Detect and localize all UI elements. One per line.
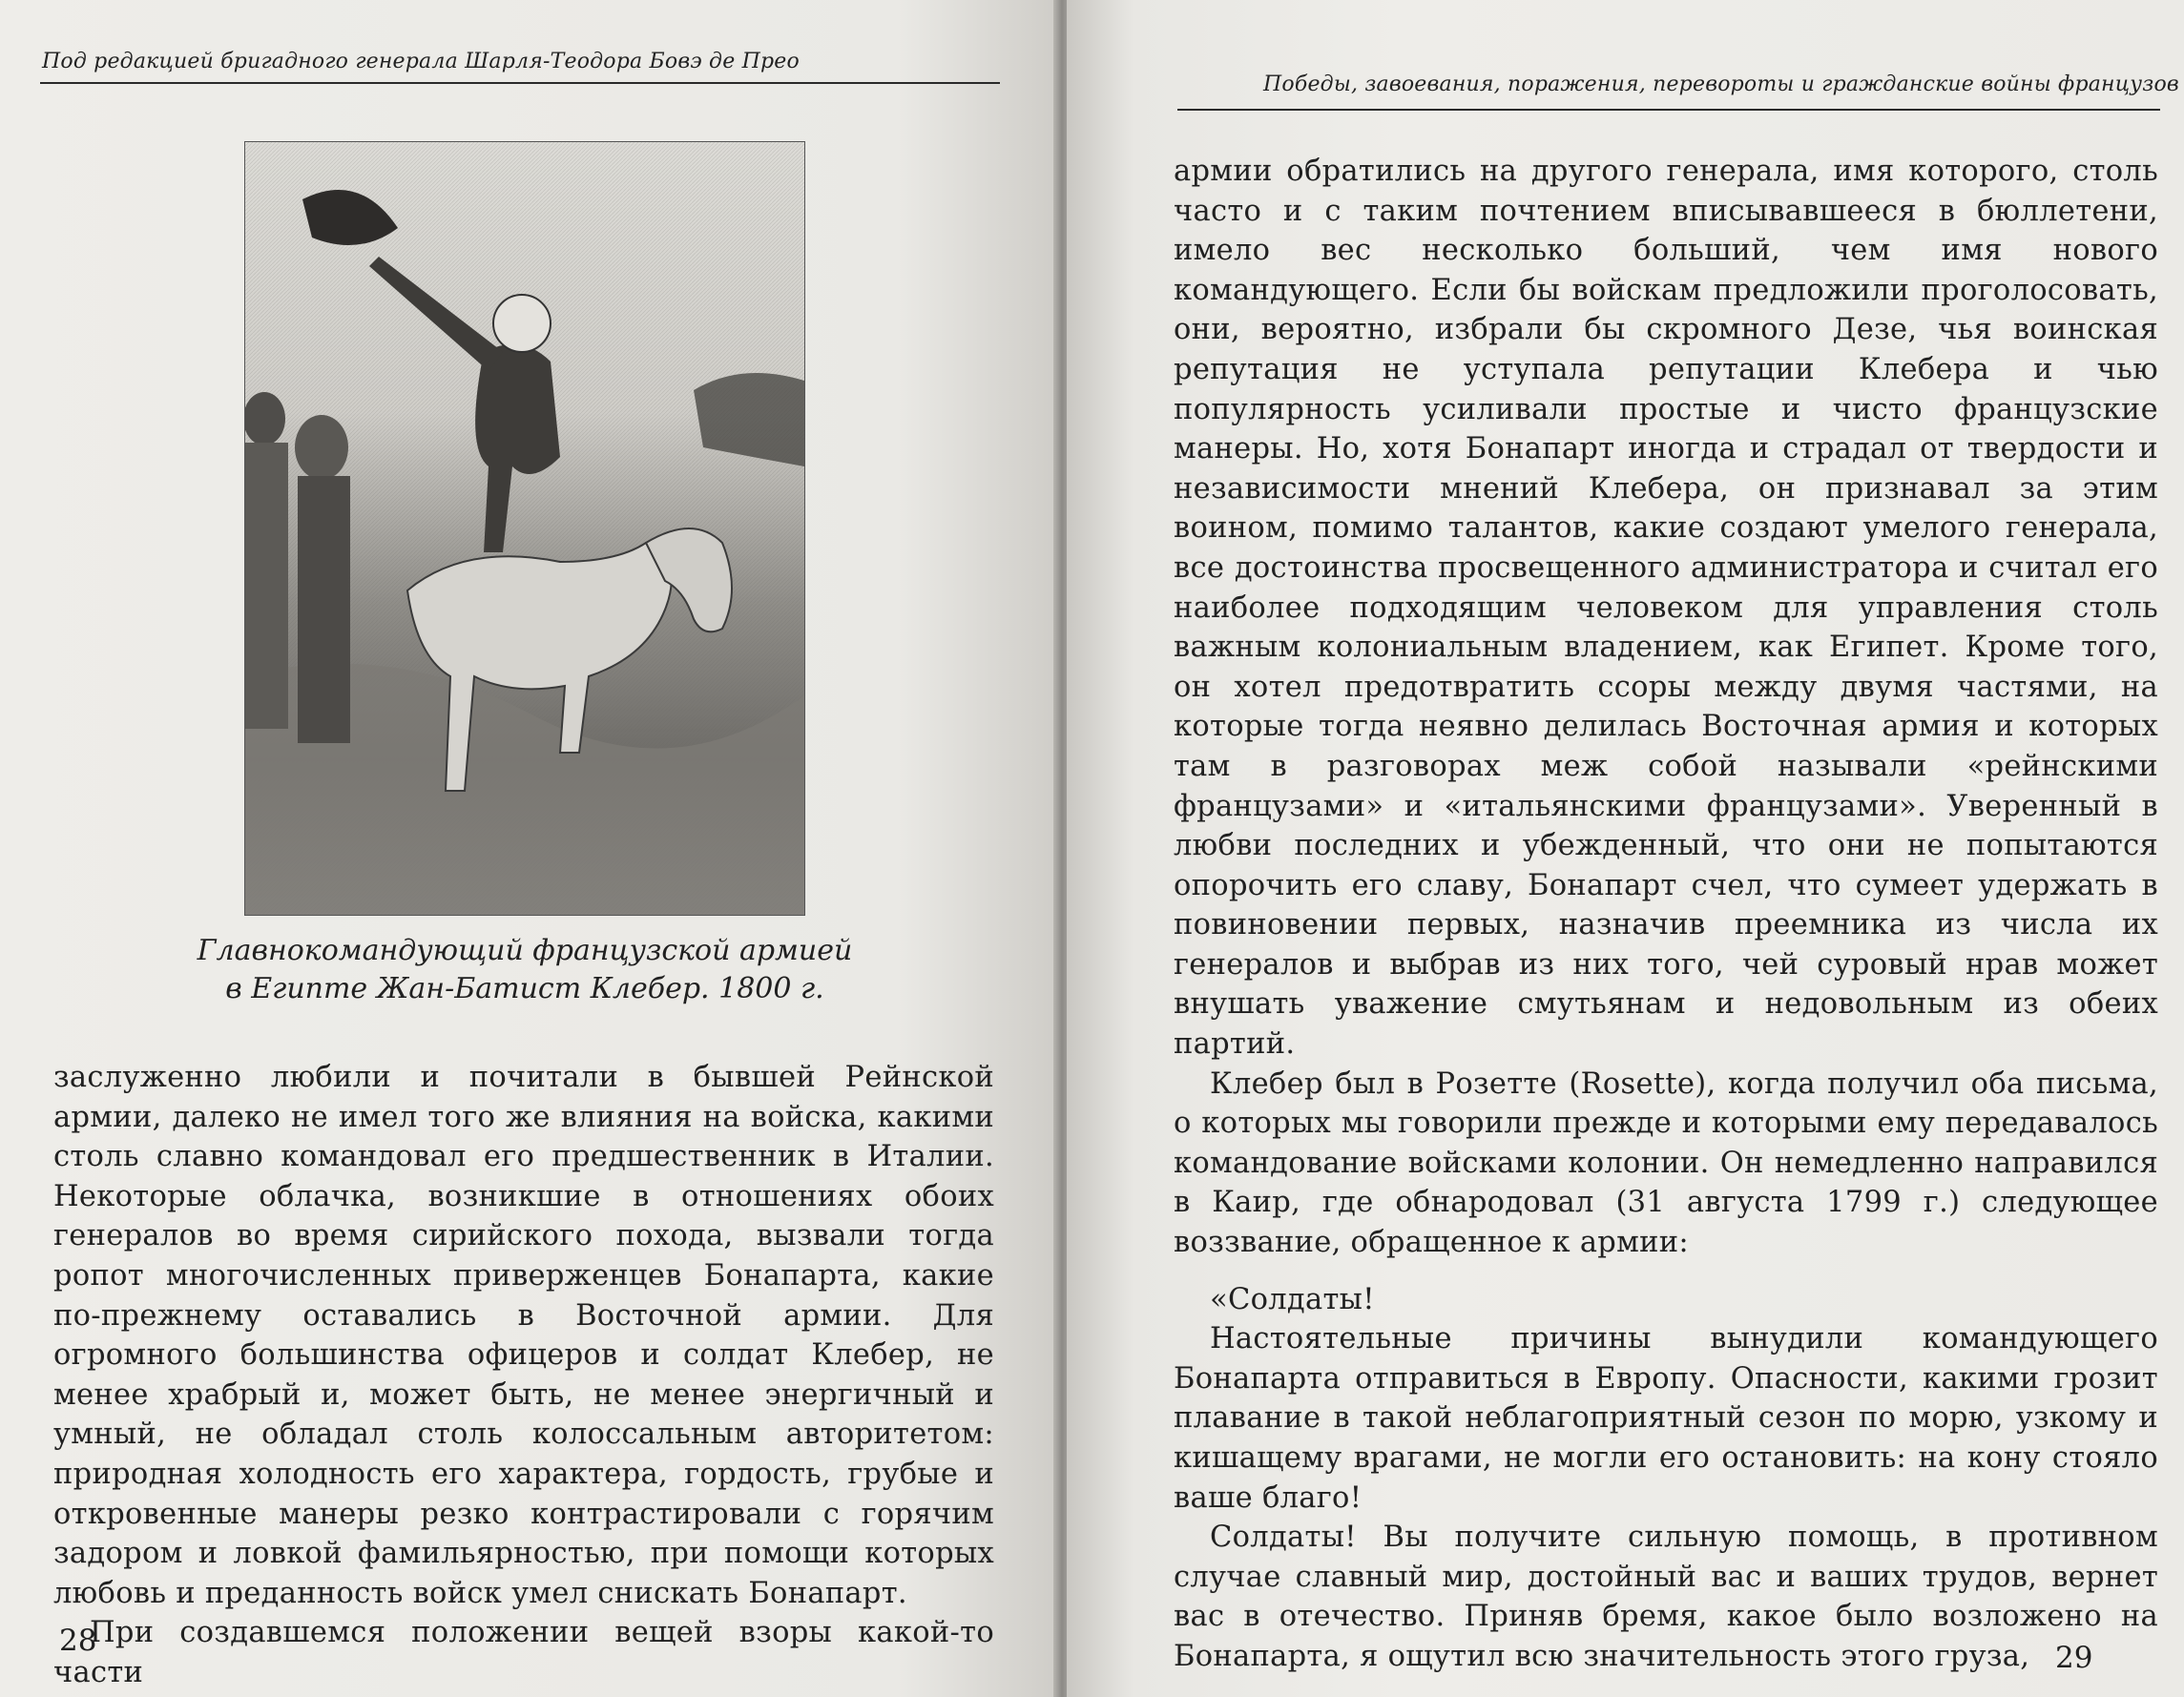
left-page-number: 28 xyxy=(59,1624,97,1658)
right-page-number: 29 xyxy=(2055,1641,2093,1675)
left-paragraph-2: При создавшемся положении вещей взоры какой-то части xyxy=(53,1616,994,1689)
figure-caption-line1: Главнокомандующий французской армией xyxy=(197,934,853,967)
figure-caption-line2: в Египте Жан-Батист Клебер. 1800 г. xyxy=(225,972,824,1005)
proclamation-paragraph-1: Настоятельные причины вынудили командующего Бонапарта отправиться в Европу. Опасности, какими грозит плавание в такой неблагоприятный сезон по морю, узкому и кишащему врагами, не могли его остановить: на кону стояло ваше благо! xyxy=(1174,1322,2158,1515)
left-header-rule xyxy=(40,82,1000,84)
right-header-rule xyxy=(1177,109,2160,111)
proclamation-greeting: «Солдаты! xyxy=(1210,1282,1375,1316)
proclamation-paragraph-2: Солдаты! Вы получите сильную помощь, в противном случае славный мир, достойный вас и ваших трудов, вернет вас в отечество. Приняв бремя, какое было возложено на Бонапарта, я ощутил всю значительность этого груза, xyxy=(1174,1521,2158,1673)
left-body-text xyxy=(53,1058,994,1693)
left-running-header: Под редакцией бригадного генерала Шарля-Теодора Бовэ де Прео xyxy=(42,50,800,73)
engraving-figure xyxy=(244,141,805,916)
engraving-illustration xyxy=(245,142,804,915)
right-page xyxy=(1067,0,2184,1697)
right-paragraph-1: армии обратились на другого генерала, имя которого, столь часто и с таким почтением вписывавшееся в бюллетени, имело вес несколько больший, чем имя нового командующего. Если бы войскам предложили проголосовать, они, вероятно, избрали бы скромного Дезе, чья воинская репутация не уступала репутации Клебера и чью популярность усиливали простые и чисто французские манеры. Но, хотя Бонапарт иногда и страдал от твердости и независимости мнений Клебера, он признавал за этим воином, помимо талантов, какие создают умелого генерала, все достоинства просвещенного администратора и считал его наиболее подходящим человеком для управления столь важным колониальным владением, как Египет. Кроме того, он хотел предотвратить ссоры между двумя частями, на которые тогда неявно делилась Восточная армия и которых там в разговорах меж собой называли «рейнскими французами» и «итальянскими французами». Уверенный в любви последних и убежденный, что они не попытаются опорочить его славу, Бонапарт счел, что сумеет удержать в повиновении первых, назначив преемника из числа их генералов и выбрав из них того, чей суровый нрав может внушать уважение смутьянам и недовольным из обеих партий. xyxy=(1174,155,2158,1062)
right-body-text xyxy=(1174,152,2158,1677)
left-paragraph-1: заслуженно любили и почитали в бывшей Рейнской армии, далеко не имел того же влияния на войска, какими столь славно командовал его предшественник в Италии. Некоторые облачка, возникшие в отношениях обоих генералов во время сирийского похода, вызвали тогда ропот многочисленных приверженцев Бонапарта, какие по-прежнему оставались в Восточной армии. Для огромного большинства офицеров и солдат Клебер, не менее храбрый и, может быть, не менее энергичный и умный, не обладал столь колоссальным авторитетом: природная холодность его характера, гордость, грубые и откровенные манеры резко контрастировали с горячим задором и ловкой фамильярностью, при помощи которых любовь и преданность войск умел снискать Бонапарт. xyxy=(53,1061,994,1610)
right-paragraph-2: Клебер был в Розетте (Rosette), когда получил оба письма, о которых мы говорили прежде и которыми ему передавалось командование войсками колонии. Он немедленно направился в Каир, где обнародовал (31 августа 1799 г.) следующее воззвание, обращенное к армии: xyxy=(1174,1066,2158,1260)
right-running-header: Победы, завоевания, поражения, перевороты и гражданские войны французов xyxy=(1263,72,2179,96)
left-page xyxy=(0,0,1057,1697)
